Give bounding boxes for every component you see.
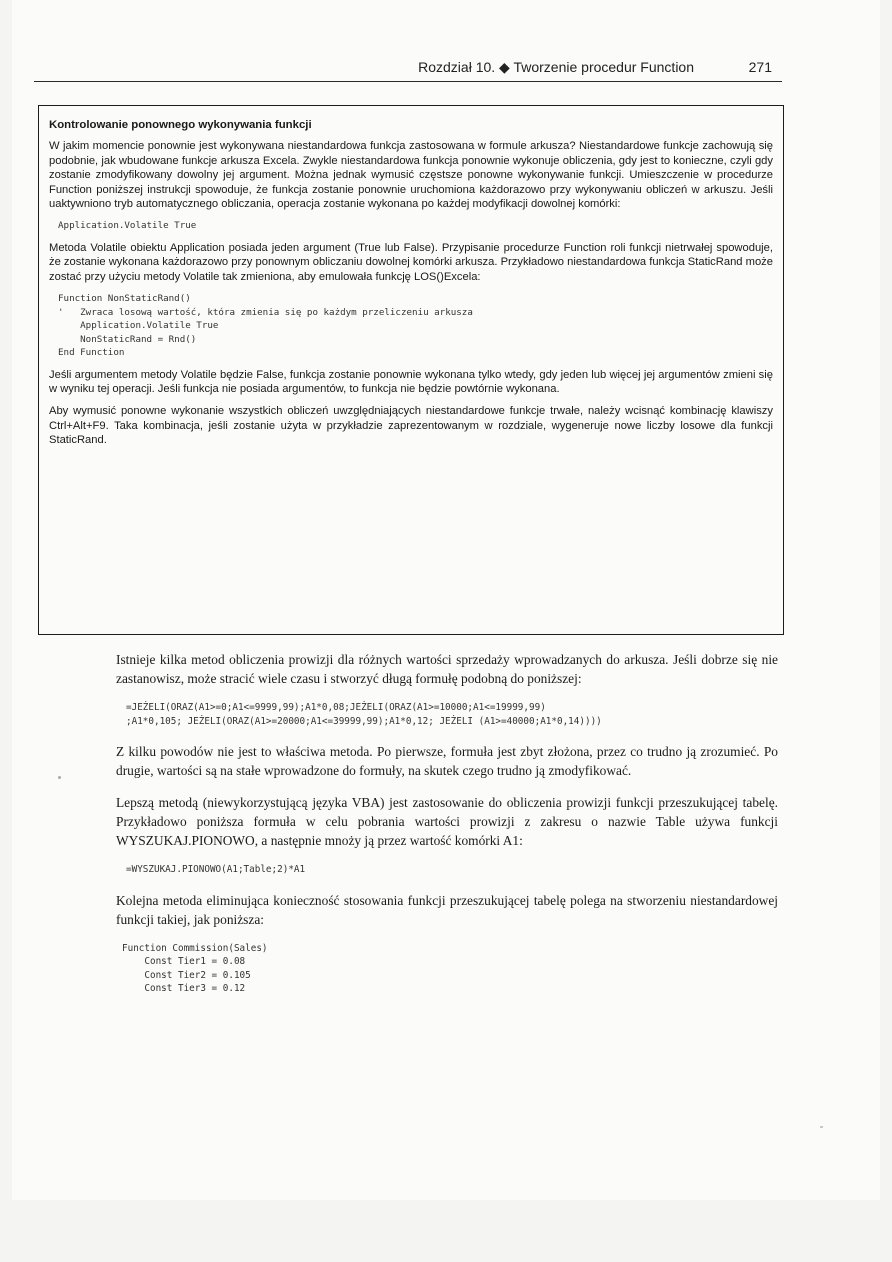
main-text — [116, 650, 778, 1010]
page-number: 271 — [748, 59, 772, 75]
formula-listing: =JEŻELI(ORAZ(A1>=0;A1<=9999,99);A1*0,08;JEŻELI(ORAZ(A1>=10000;A1<=19999,99) ;A1*0,105; JEŻELI(ORAZ(A1>=20000;A1<=39999,99);A1*0,12; JEŻELI (A1>=40000;A1*0,14)))) — [126, 702, 602, 727]
running-header — [34, 55, 782, 82]
sidebar-paragraph: Aby wymusić ponowne wykonanie wszystkich obliczeń uwzględniających niestandardowe funkcje trwałe, należy wcisnąć kombinację klawiszy Ctrl+Alt+F9. Taka kombinacja, jeśli zostanie użyta w przykładzie zaprezentowanym w rozdziale, wygeneruje nowe liczby losowe dla funkcji StaticRand. — [49, 405, 773, 447]
body-paragraph: Istnieje kilka metod obliczenia prowizji dla różnych wartości sprzedaży wprowadzanych do arkusza. Jeśli dobrze się nie zastanowisz, może stracić wiele czasu i stworzyć długą formułę podobną do poniższej: — [116, 652, 778, 686]
code-snippet: Application.Volatile True — [58, 220, 197, 232]
sidebar-paragraph: Metoda Volatile obiektu Application posiada jeden argument (True lub False). Przypisanie procedurze Function roli funkcji nietrwałej spowoduje, że zostanie wykonana każdorazowo przy ponownym obliczaniu dowolnej komórki arkusza. Przykładowo niestandardowa funkcja StaticRand może zostać przy użyciu metody Volatile tak zmieniona, aby emulowała funkcję LOS()Excela: — [49, 241, 773, 283]
body-paragraph: Kolejna metoda eliminująca konieczność stosowania funkcji przeszukującej tabelę polega na stworzeniu niestandardowej funkcji takiej, jak poniższa: — [116, 892, 778, 927]
sidebar-title: Kontrolowanie ponownego wykonywania funkcji — [49, 119, 312, 131]
scan-speck — [820, 1126, 823, 1128]
chapter-title: Rozdział 10. ◆ Tworzenie procedur Function — [418, 59, 694, 75]
code-listing: Function NonStaticRand() ' Zwraca losową wartość, która zmienia się po każdym przeliczeniu arkusza Application.Volatile True NonStaticRand = Rnd() End Function — [58, 293, 473, 359]
code-listing: Function Commission(Sales) Const Tier1 = 0.08 Const Tier2 = 0.105 Const Tier3 = 0.12 — [122, 942, 268, 994]
body-paragraph: Z kilku powodów nie jest to właściwa metoda. Po pierwsze, formuła jest zbyt złożona, przez co trudno ją zrozumieć. Po drugie, wartości są na stałe wprowadzone do formuły, na skutek czego trudno ją zmodyfikować. — [116, 744, 778, 778]
body-paragraph: Lepszą metodą (niewykorzystującą języka VBA) jest zastosowanie do obliczenia prowizji funkcji przeszukującej tabelę. Przykładowo poniższa formuła w celu pobrania wartości prowizji z zakresu o nazwie Table używa funkcji WYSZUKAJ.PIONOWO, a następnie mnoży ją przez wartość komórki A1: — [116, 795, 778, 848]
scan-speck — [58, 776, 61, 779]
sidebar-box — [38, 105, 784, 635]
sidebar-paragraph: W jakim momencie ponownie jest wykonywana niestandardowa funkcja zastosowana w formule arkusza? Niestandardowe funkcje zachowują się podobnie, jak wbudowane funkcje arkusza Excela. Zwykle niestandardowa funkcja ponownie wykonuje obliczenia, gdy jest to konieczne, czyli gdy zostanie zmodyfikowany dowolny jej argument. Można jednak wymusić częstsze ponowne wykonywanie funkcji. Umieszczenie w procedurze Function poniższej instrukcji spowoduje, że funkcja zostanie ponownie uruchomiona każdorazowo przy wykonywaniu obliczeń w arkuszu. Jeśli uaktywniono tryb automatycznego obliczania, operacja zostanie wykonana po każdej modyfikacji dowolnej komórki: — [49, 140, 773, 211]
sidebar-paragraph: Jeśli argumentem metody Volatile będzie False, funkcja zostanie ponownie wykonana tylko wtedy, gdy jeden lub więcej jej argumentów zmieni się w wyniku tej operacji. Jeśli funkcja nie posiada argumentów, to funkcja nie będzie powtórnie wykonana. — [49, 368, 773, 396]
formula-listing: =WYSZUKAJ.PIONOWO(A1;Table;2)*A1 — [126, 864, 306, 875]
